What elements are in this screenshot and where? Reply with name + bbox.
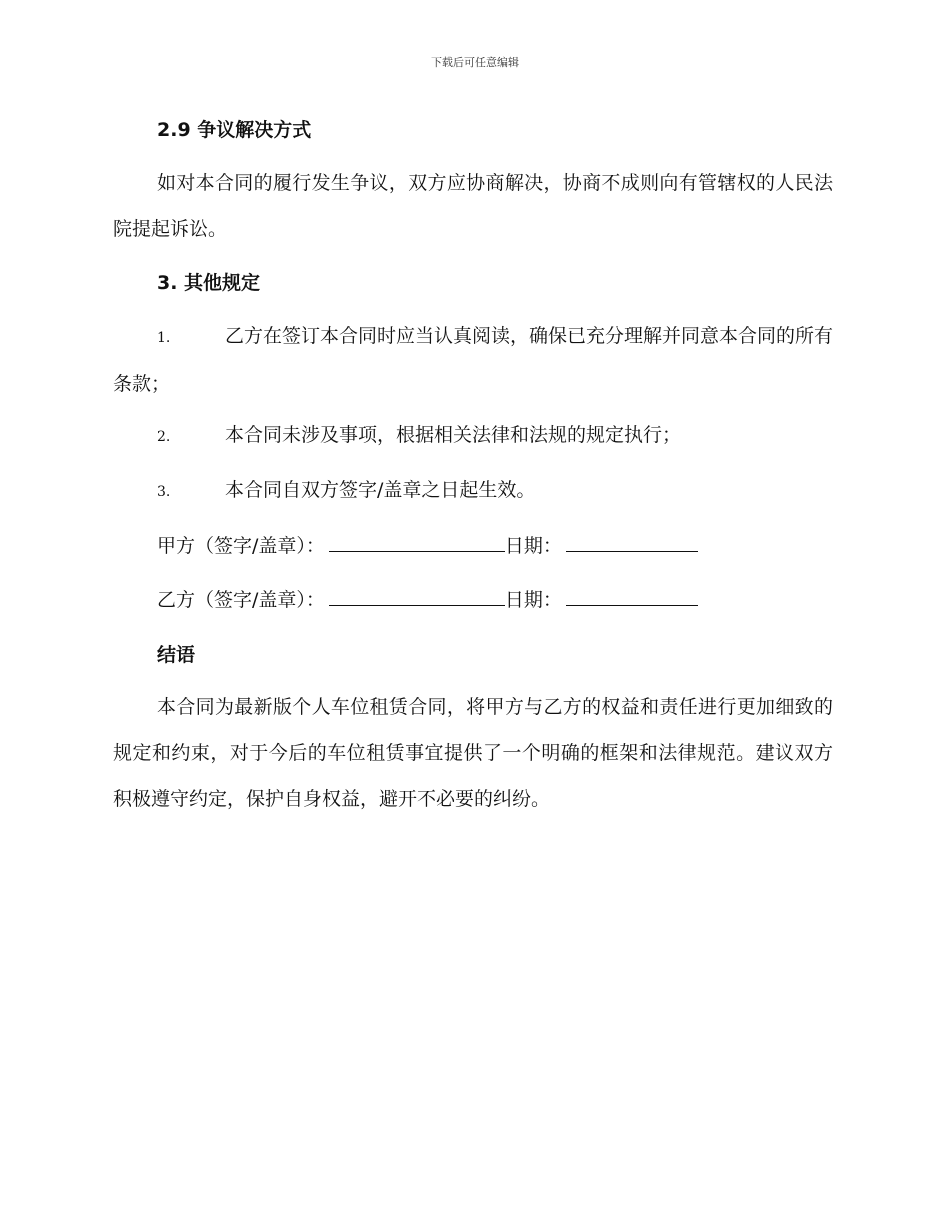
date-label: 日期： [504,535,562,557]
conclusion-title: 结语 [157,644,196,666]
party-a-label: 甲方（签字/盖章）： [157,535,325,557]
list-item-text: 乙方在签订本合同时应当认真阅读，确保已充分理解并同意本合同的所有条款； [113,325,834,395]
conclusion-body: 本合同为最新版个人车位租赁合同，将甲方与乙方的权益和责任进行更加细致的规定和约束，对于今后的车位租赁事宜提供了一个明确的框架和法律规范。建议双方积极遵守约定，保护自身权益，避开不必要的纠纷。 [113,696,833,810]
list-item [113,467,833,515]
party-b-signature-field[interactable] [329,585,505,606]
party-b-date-field[interactable] [566,585,698,606]
list-item-number: 2. [157,429,171,445]
party-b-label: 乙方（签字/盖章）： [157,589,325,611]
list-item-text: 本合同自双方签字/盖章之日起生效。 [225,479,536,501]
party-b-signature-line [157,585,698,614]
section-2-9-body: 如对本合同的履行发生争议，双方应协商解决，协商不成则向有管辖权的人民法院提起诉讼。 [113,172,833,240]
list-item [113,313,833,407]
date-label: 日期： [504,589,562,611]
list-item [113,412,833,460]
list-item-number: 1. [157,330,171,346]
page-header: 下载后可任意编辑 [431,56,519,69]
list-item-text: 本合同未涉及事项，根据相关法律和法规的规定执行； [225,424,682,446]
party-a-signature-line [157,531,698,560]
section-2-9-title: 2.9 争议解决方式 [157,119,312,141]
party-a-signature-field[interactable] [329,531,505,552]
party-a-date-field[interactable] [566,531,698,552]
section-3-title: 3. 其他规定 [157,272,261,294]
list-item-number: 3. [157,484,171,500]
